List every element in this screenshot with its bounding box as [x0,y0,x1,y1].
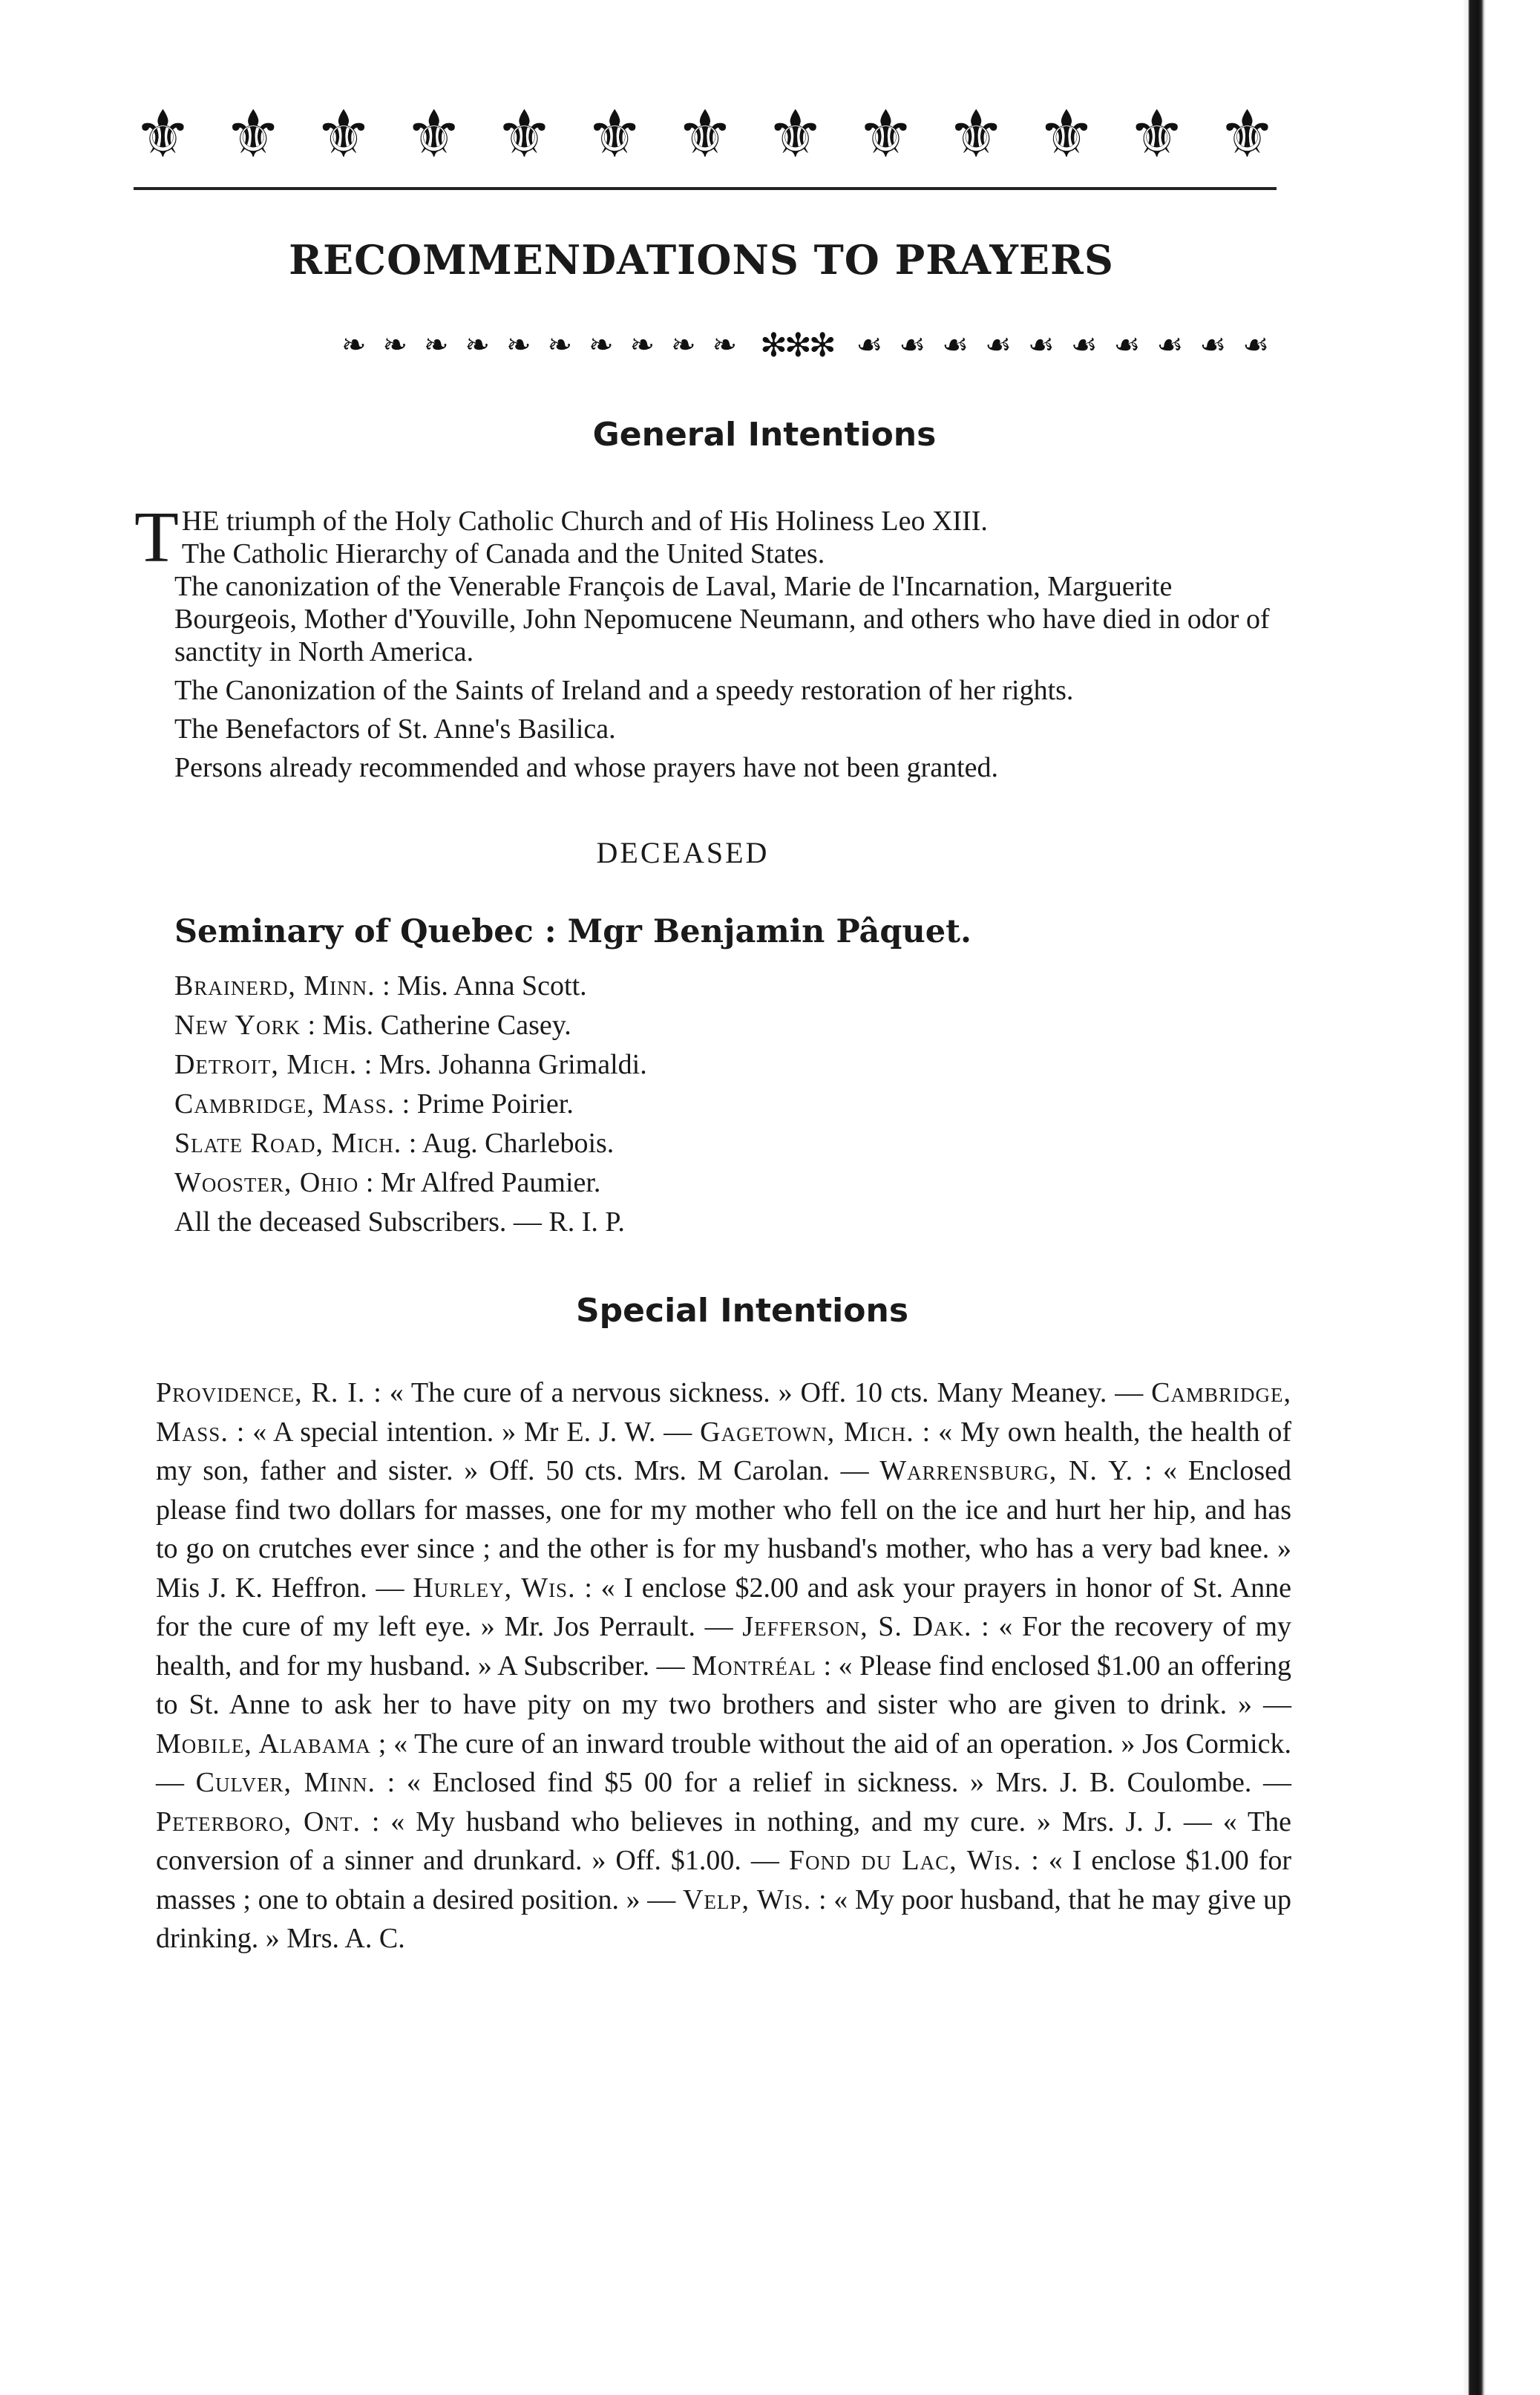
seminary-entry: Seminary of Quebec : Mgr Benjamin Pâquet. [174,913,971,950]
special-entry-text: : « My own health, the health of my son, father and sister. » Off. 50 cts. Mrs. M Carolan. — [156,1416,1292,1486]
special-entry-place: Fond du Lac, Wis. [788,1845,1022,1876]
deceased-place: Slate Road, Mich. [174,1128,402,1159]
special-entry [196,1767,1291,1798]
special-entry-text: ; « The cure of an inward trouble without the aid of an operation. » Jos Cormick. — [156,1728,1291,1798]
ornament-right-group [856,328,1269,362]
leaf-ornament-icon: ❧ [589,328,614,362]
fleur-de-lis-icon: ⚜ [585,95,644,172]
book-spine-edge [1464,0,1486,2395]
special-entry-text: : « I enclose $1.00 for masses ; one to obtain a desired position. » — [156,1845,1292,1915]
fleuron-border-row [134,97,1277,171]
general-intention-item: The Benefactors of St. Anne's Basilica. [174,713,616,745]
deceased-item [174,1006,1288,1045]
deceased-name: : Mrs. Johanna Grimaldi. [364,1049,647,1080]
page [134,0,1314,2395]
leaf-ornament-icon: ☙ [984,328,1012,362]
ornament-divider [341,327,1269,364]
special-entry-text: : « Please find enclosed $1.00 an offering to St. Anne to ask her to have pity on my two brothers and sister who are given to drink. » — [156,1650,1292,1720]
leaf-ornament-icon: ❧ [671,328,696,362]
deceased-heading: DECEASED [596,836,770,869]
leaf-ornament-icon: ☙ [899,328,926,362]
fleur-de-lis-icon: ⚜ [856,95,915,172]
special-entry-place: Providence, R. I. [156,1377,366,1408]
fleur-de-lis-icon: ⚜ [1127,95,1187,172]
general-intention-item: Persons already recommended and whose prayers have not been granted. [174,752,999,783]
ornament-center: ✻✻✻ [759,326,833,365]
special-entry-text: : « The cure of a nervous sickness. » Off. 10 cts. Many Meaney. — [373,1377,1144,1408]
leaf-ornament-icon: ❧ [547,328,573,362]
special-entry-text: : « My poor husband, that he may give up drinking. » Mrs. A. C. [156,1883,1291,1954]
page-title: RECOMMENDATIONS TO PRAYERS [289,236,1114,284]
leaf-ornament-icon: ☙ [1027,328,1055,362]
leaf-ornament-icon: ❧ [341,328,367,362]
special-intentions-heading: Special Intentions [575,1292,909,1330]
fleur-de-lis-icon: ⚜ [223,95,283,172]
header-rule [134,187,1277,190]
deceased-item [174,1045,1288,1085]
general-intentions-heading: General Intentions [592,416,937,454]
special-entry-place: Culver, Minn. [195,1767,376,1798]
deceased-list [174,967,1288,1242]
ornament-left-group [341,328,737,362]
deceased-place: Detroit, Mich. [174,1049,358,1080]
fleur-de-lis-icon: ⚜ [1037,95,1096,172]
deceased-name: All the deceased Subscribers. — R. I. P. [174,1206,625,1238]
special-entry-place: Montréal [692,1650,816,1682]
special-entry [156,1377,1143,1408]
leaf-ornament-icon: ❧ [465,328,491,362]
fleur-de-lis-icon: ⚜ [495,95,554,172]
deceased-item [174,1163,1288,1203]
deceased-name: : Mis. Catherine Casey. [307,1010,571,1041]
leaf-ornament-icon: ☙ [1070,328,1098,362]
leaf-ornament-icon: ☙ [1199,328,1227,362]
special-entry-place: Gagetown, Mich. [700,1416,914,1448]
fleur-de-lis-icon: ⚜ [314,95,373,172]
deceased-name: : Mr Alfred Paumier. [365,1167,601,1198]
fleur-de-lis-icon: ⚜ [404,95,464,172]
special-entry-place: Peterboro, Ont. [156,1806,361,1837]
general-intention-item: The canonization of the Venerable François de Laval, Marie de l'Incarnation, Marguerite Bourgeois, Mother d'Youville, John Nepomucene Neumann, and others who have died in odor of sanctity in North America. [174,571,1270,667]
leaf-ornament-icon: ❧ [712,328,738,362]
deceased-item [174,1085,1288,1124]
special-entry-text: : « Enclosed please find two dollars for masses, one for my mother who fell on the ice and hurt her hip, and has to go on crutches ever since ; and the other is for my husband's mother, who has a very bad knee. » Mis J. K. Heffron. — [156,1455,1292,1604]
general-intentions-list [134,497,1284,784]
fleur-de-lis-icon: ⚜ [1218,95,1277,172]
deceased-name: : Aug. Charlebois. [408,1128,615,1159]
special-entry-text: : « For the recovery of my health, and for my husband. » A Subscriber. — [156,1611,1291,1682]
deceased-place: Brainerd, Minn. [174,970,376,1002]
leaf-ornament-icon: ❧ [629,328,655,362]
deceased-name: : Prime Poirier. [402,1088,574,1120]
drop-cap: T [134,497,179,578]
deceased-place: Cambridge, Mass. [174,1088,396,1120]
special-entry-place: Jefferson, S. Dak. [742,1611,972,1642]
deceased-item [174,1203,1288,1242]
fleur-de-lis-icon: ⚜ [946,95,1006,172]
deceased-place: Wooster, Ohio [174,1167,359,1198]
leaf-ornament-icon: ❧ [424,328,449,362]
leaf-ornament-icon: ☙ [856,328,883,362]
general-intention-item: The Catholic Hierarchy of Canada and the United States. [181,538,825,569]
fleur-de-lis-icon: ⚜ [675,95,735,172]
leaf-ornament-icon: ☙ [942,328,969,362]
leaf-ornament-icon: ☙ [1242,328,1269,362]
deceased-item [174,1124,1288,1163]
leaf-ornament-icon: ☙ [1113,328,1141,362]
special-entry-place: Hurley, Wis. [413,1572,576,1604]
fleur-de-lis-icon: ⚜ [134,95,192,172]
deceased-item [174,967,1288,1006]
deceased-name: : Mis. Anna Scott. [382,970,587,1002]
special-entry-text: : « My husband who believes in nothing, and my cure. » Mrs. J. J. — « The conversion of a sinner and drunkard. » Off. $1.00. — [156,1806,1291,1876]
special-entry-place: Velp, Wis. [683,1883,812,1915]
fleur-de-lis-icon: ⚜ [766,95,825,172]
special-entry-place: Warrensburg, N. Y. [879,1455,1134,1486]
general-intention-item: The Canonization of the Saints of Ireland and a speedy restoration of her rights. [174,675,1074,706]
first-intention-text: HE triumph of the Holy Catholic Church and of His Holiness Leo XIII. [181,506,988,537]
deceased-place: New York [174,1010,301,1041]
leaf-ornament-icon: ❧ [506,328,531,362]
special-entry-place: Cambridge, Mass. [156,1377,1292,1448]
special-entry-place: Mobile, Alabama [156,1728,371,1760]
special-intentions-text [156,1373,1291,1958]
special-entry-text: : « Enclosed find $5 00 for a relief in sickness. » Mrs. J. B. Coulombe. — [387,1767,1292,1798]
special-entry-text: : « I enclose $2.00 and ask your prayers in honor of St. Anne for the cure of my left eye. » Mr. Jos Perrault. — [156,1572,1291,1642]
leaf-ornament-icon: ☙ [1156,328,1184,362]
special-entry-text: : « A special intention. » Mr E. J. W. — [236,1416,692,1448]
leaf-ornament-icon: ❧ [382,328,408,362]
